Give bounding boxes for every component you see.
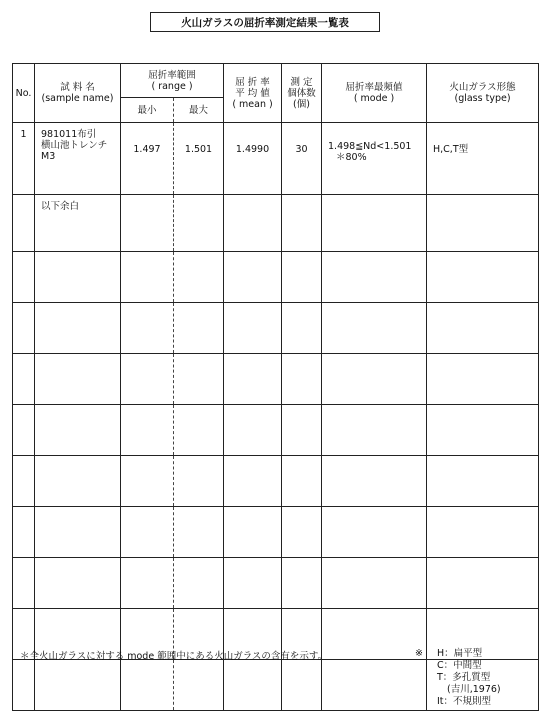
- cell-max: 1.501: [174, 123, 224, 195]
- cell-min: 1.497: [121, 123, 174, 195]
- col-header-range: [121, 64, 224, 98]
- sample-name-line: 981011布引: [41, 129, 97, 140]
- col-header-glass-type: [427, 64, 539, 123]
- mean-line2: 平 均 値: [235, 87, 270, 99]
- cell-mean: [224, 195, 282, 252]
- cell-min: [121, 195, 174, 252]
- legend-item: C：中間型: [437, 660, 482, 671]
- header-row: [13, 64, 539, 98]
- legend-item: It：不規則型: [437, 696, 492, 707]
- sample-name-line: M3: [41, 151, 56, 162]
- table-row: [13, 123, 539, 195]
- sample-name-en: (sample name): [41, 93, 114, 104]
- cell-max: [174, 195, 224, 252]
- count-line2: 個体数: [287, 87, 316, 99]
- sample-name-line: 横山池トレンチ: [41, 140, 108, 151]
- table-row-empty: [13, 507, 539, 558]
- table-row: [13, 195, 539, 252]
- document-title: 火山ガラスの屈折率測定結果一覧表: [150, 12, 380, 32]
- cell-no: 1: [13, 123, 35, 195]
- glass-jp: 火山ガラス形態: [449, 82, 516, 93]
- footnote: ＊全火山ガラスに対する mode 範囲中にある火山ガラスの含有を示す。: [20, 651, 328, 662]
- cell-no: [13, 195, 35, 252]
- cell-mode: [322, 195, 427, 252]
- mode-percent: ＊80%: [336, 152, 367, 163]
- col-header-max: 最大: [174, 98, 224, 123]
- legend-item: H：扁平型: [437, 648, 483, 659]
- mode-jp: 屈折率最頻値: [345, 82, 403, 93]
- legend-item: T：多孔質型: [437, 672, 491, 683]
- col-header-no: No.: [13, 64, 35, 123]
- col-header-min: 最小: [121, 98, 174, 123]
- cell-count: 30: [282, 123, 322, 195]
- mean-line3: ( mean ): [232, 98, 273, 110]
- cell-mean: 1.4990: [224, 123, 282, 195]
- cell-mode: [322, 123, 427, 195]
- legend-citation: (吉川,1976): [447, 684, 501, 695]
- mean-line1: 屈 折 率: [235, 76, 270, 88]
- glass-en: (glass type): [454, 93, 511, 104]
- col-header-mode: [322, 64, 427, 123]
- cell-count: [282, 195, 322, 252]
- table-row-empty: [13, 354, 539, 405]
- table-row-empty: [13, 405, 539, 456]
- range-en: ( range ): [151, 80, 193, 92]
- col-header-mean: [224, 64, 282, 123]
- table-row-empty: [13, 252, 539, 303]
- cell-glass-type: H,C,T型: [427, 123, 539, 195]
- count-line1: 測 定: [290, 76, 313, 88]
- legend-list: [437, 648, 501, 708]
- col-header-sample-name: [35, 64, 121, 123]
- refractive-index-table: [12, 63, 539, 711]
- cell-sample-name: 以下余白: [35, 195, 121, 252]
- table-row-empty: [13, 456, 539, 507]
- reference-mark: ※: [415, 648, 423, 659]
- cell-glass-type: [427, 195, 539, 252]
- mode-en: ( mode ): [353, 93, 395, 104]
- range-jp: 屈折率範囲: [148, 69, 196, 81]
- table-row-empty: [13, 303, 539, 354]
- table-row-empty: [13, 558, 539, 609]
- count-line3: (個): [293, 98, 310, 110]
- cell-sample-name: [35, 123, 121, 195]
- col-header-count: [282, 64, 322, 123]
- sample-name-jp: 試 料 名: [60, 82, 95, 93]
- mode-value: 1.498≦Nd<1.501: [328, 141, 412, 152]
